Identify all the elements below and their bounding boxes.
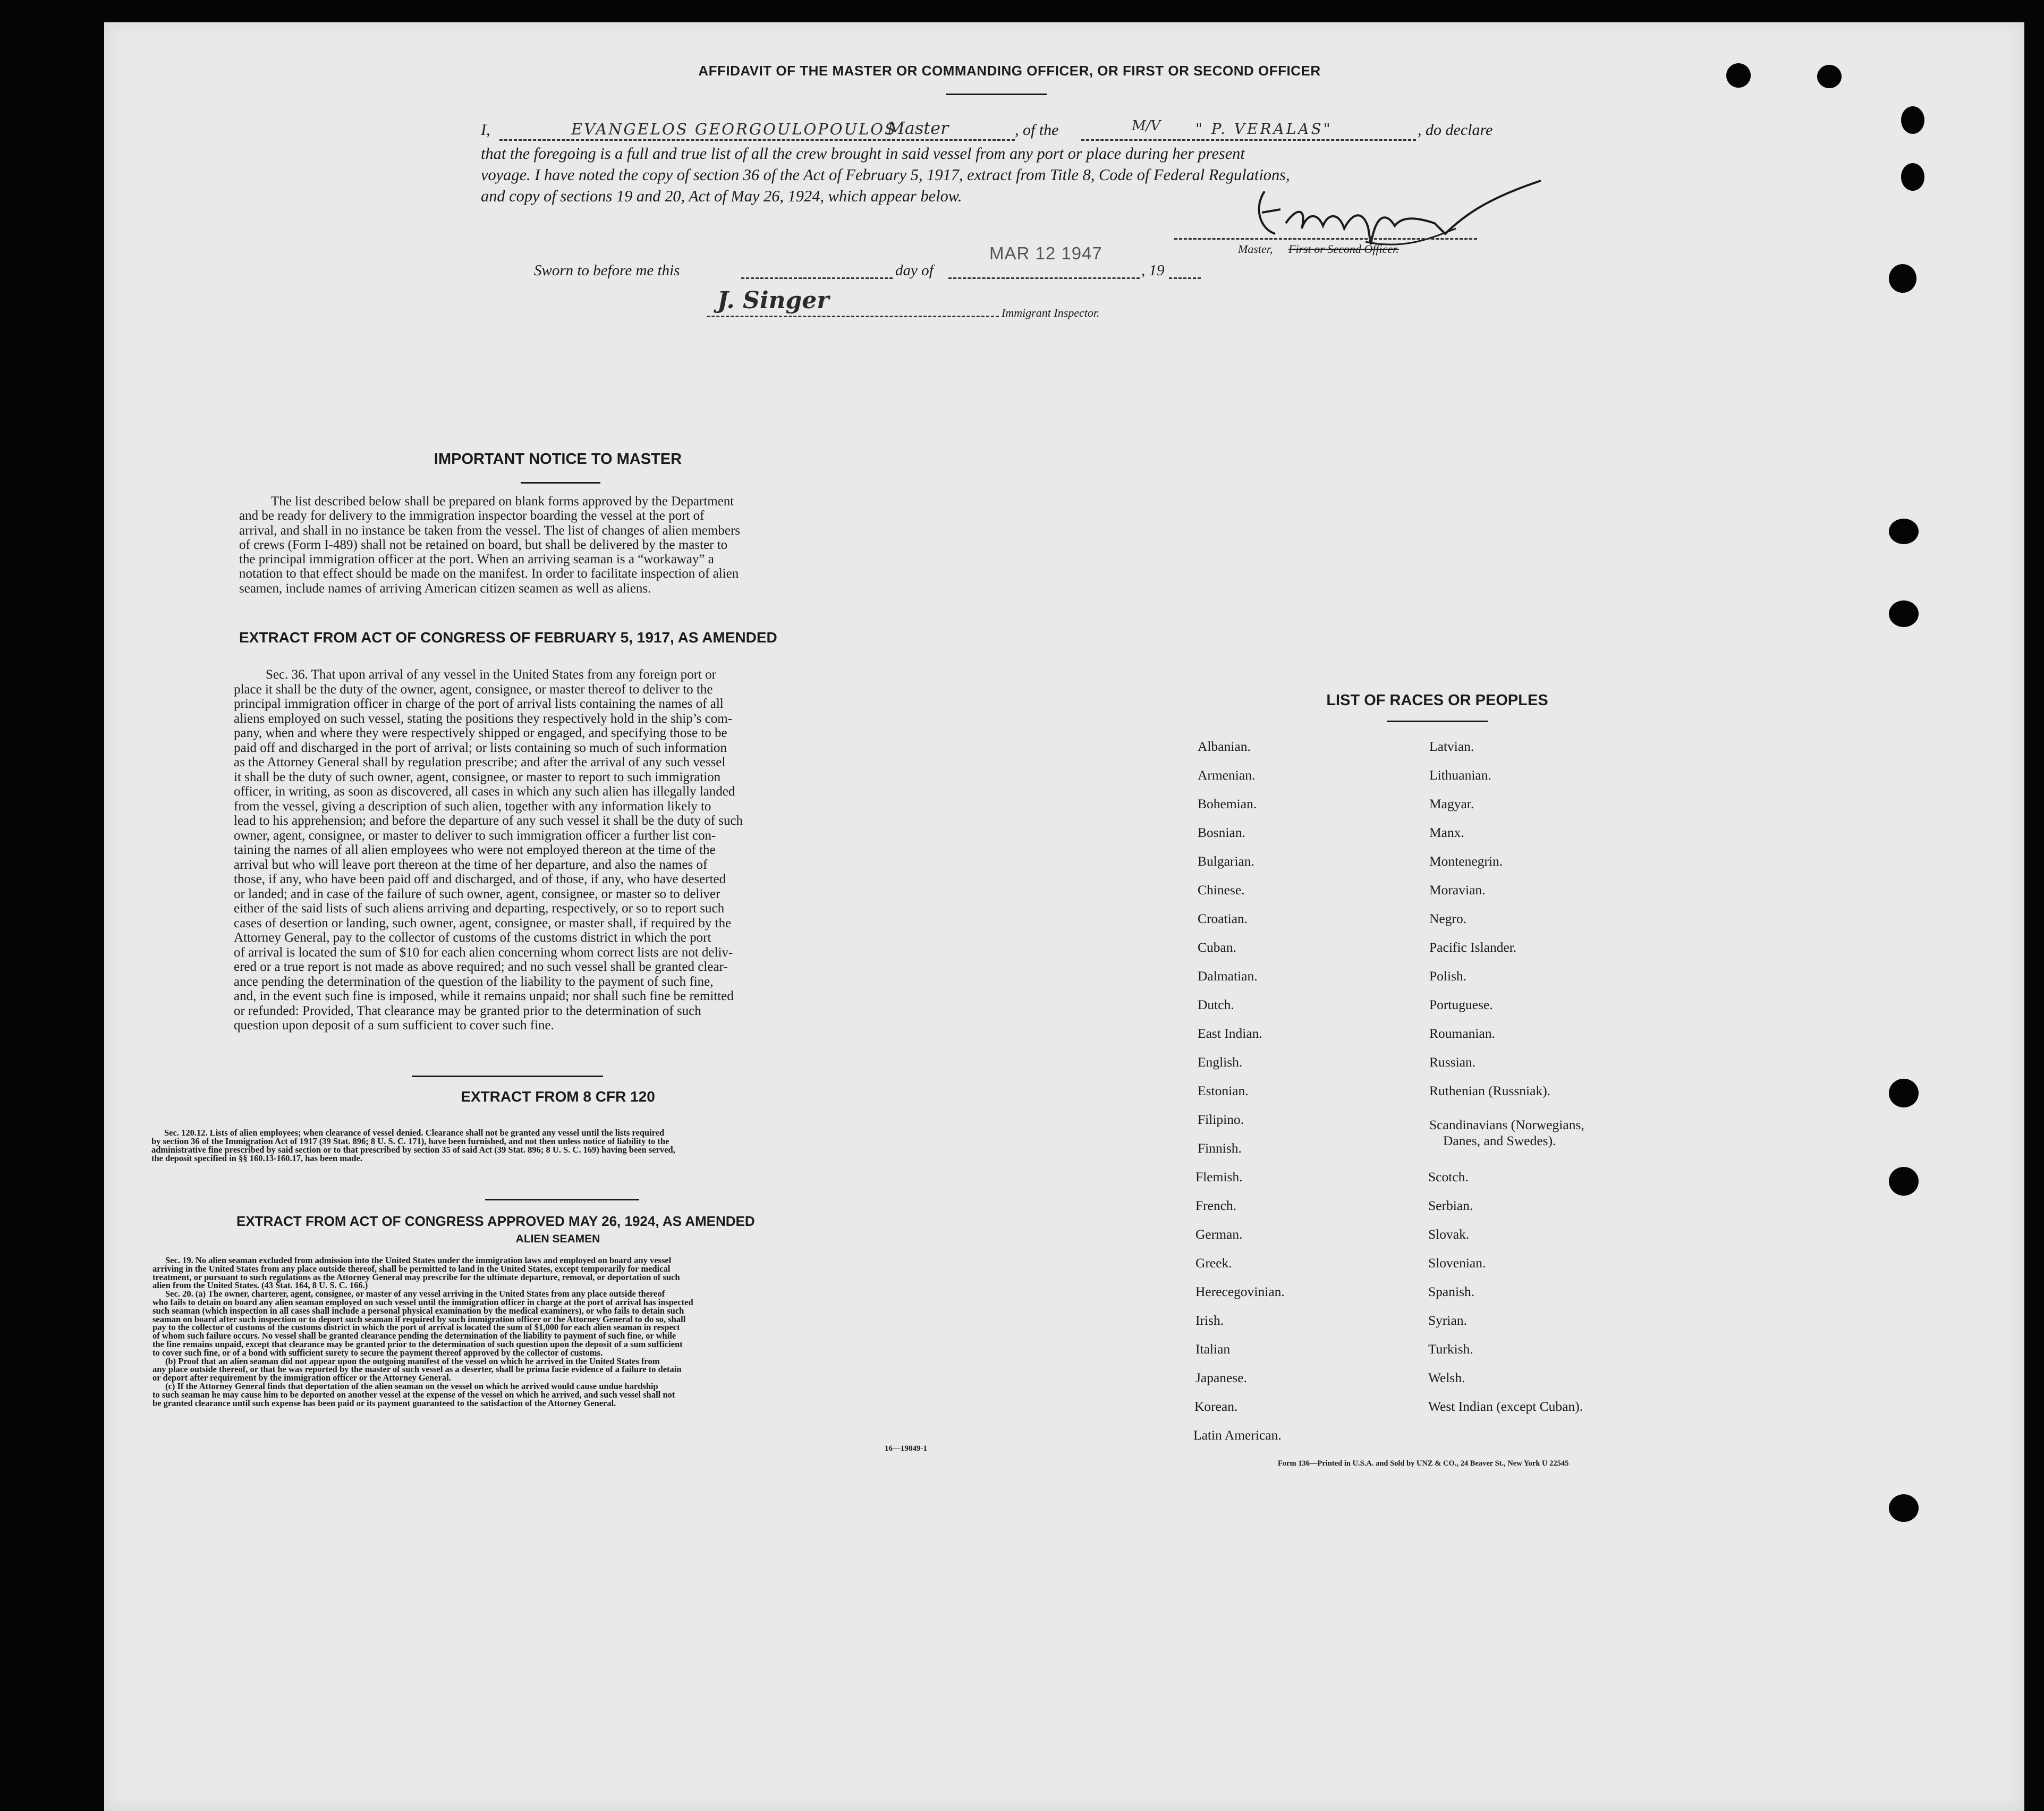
race-item: Irish. (1195, 1313, 1224, 1328)
race-item: Filipino. (1198, 1112, 1244, 1127)
extract-line: (b) Proof that an alien seaman did not appear upon the outgoing manifest of the vessel on which he arrived in the United States from (165, 1356, 660, 1366)
extract-line: pay to the collector of customs of the customs district in which the port of arrival is located the sum of $1,000 for each alien seaman in respect (152, 1322, 680, 1333)
extract-line: ered or a true report is not made as above required; and no such vessel shall be granted clear- (234, 960, 728, 974)
extract-line: or deport after requirement by the immigration officer or the Attorney General. (152, 1373, 451, 1383)
race-item: Negro. (1429, 911, 1467, 926)
extract-line: place it shall be the duty of the owner, agent, consignee, or master thereof to deliver to the (234, 682, 713, 697)
race-item: Flemish. (1195, 1169, 1243, 1184)
name-field (499, 139, 1015, 141)
affidavit-line: voyage. I have noted the copy of section 36 of the Act of February 5, 1917, extract from Title 8, Code of Federal Regulations, (481, 166, 1290, 184)
master-label: Master, (1238, 242, 1273, 256)
extract-line: owner, agent, consignee, or master to deliver to such immigration officer a further list con- (234, 828, 716, 843)
race-item: West Indian (except Cuban). (1428, 1399, 1583, 1414)
punch-hole (1889, 1079, 1919, 1107)
race-item: Pacific Islander. (1429, 940, 1517, 955)
extract-line: aliens employed on such vessel, stating the positions they respectively hold in the ship’s com- (234, 711, 733, 726)
extract-line: the fine remains unpaid, except that clearance may be granted prior to the determination of such question upon the deposit of a sum sufficient (152, 1339, 683, 1349)
cfr-line: the deposit specified in §§ 160.13-160.17, has been made. (151, 1153, 362, 1163)
extract-line: Attorney General, pay to the collector of customs of the customs district in which the port (234, 930, 711, 945)
vessel-prefix: M/V (1132, 118, 1161, 134)
affidavit-line: that the foregoing is a full and true list of all the crew brought in said vessel from any port or place during her present (481, 145, 1245, 163)
extract-line: Sec. 36. That upon arrival of any vessel in the United States from any foreign port or (266, 667, 716, 682)
extract-line: principal immigration officer in charge of the port of arrival lists containing the names of all (234, 697, 724, 711)
race-item: Magyar. (1429, 796, 1474, 811)
extract-line: and, in the event such fine is imposed, while it remains unpaid; nor shall such fine be remitted (234, 989, 734, 1003)
extract-line: either of the said lists of such aliens arriving and departing, respectively, or so to report such (234, 901, 725, 916)
inspector-signature: J. Singer (717, 287, 829, 314)
race-item: Herecegovinian. (1195, 1284, 1285, 1299)
race-item: Latvian. (1429, 739, 1474, 754)
notice-line: notation to that effect should be made on the manifest. In order to facilitate inspection of alien (239, 566, 739, 581)
punch-hole (1901, 106, 1924, 134)
day-field (741, 277, 893, 279)
extract-line: Sec. 20. (a) The owner, charterer, agent, consignee, or master of any vessel arriving in the United States from any place outside thereof (165, 1289, 665, 1299)
extract-line: to cover such fine, or of a bond with sufficient surety to secure the payment thereof approved by the collector of customs. (152, 1347, 603, 1358)
extract-line: ance pending the determination of the question of the liability to the payment of such fine, (234, 974, 714, 989)
race-item: Spanish. (1428, 1284, 1475, 1299)
race-item: Scandinavians (Norwegians, (1429, 1117, 1584, 1132)
extract-line: treatment, or pursuant to such regulations as the Attorney General may prescribe for the ultimate departure, removal, or deportation of such (152, 1272, 680, 1282)
extract-line: as the Attorney General shall by regulation prescribe; and after the arrival of any such vessel (234, 755, 726, 769)
affidavit-line: and copy of sections 19 and 20, Act of May 26, 1924, which appear below. (481, 187, 962, 205)
race-item: Serbian. (1428, 1198, 1473, 1213)
extract-line: seaman on board after such inspection or to deport such seaman if required by such immigration officer or the Attorney General to do so, shall (152, 1314, 686, 1324)
year-label: , 19 (1141, 262, 1165, 279)
extract-1917-body (234, 667, 856, 1033)
notice-line: arrival, and shall in no instance be taken from the vessel. The list of changes of alien members (239, 523, 740, 538)
extract-line: pany, when and where they were respectively shipped or engaged, and specifying those to be (234, 726, 727, 740)
divider (946, 94, 1047, 95)
punch-hole (1889, 519, 1919, 544)
punch-hole (1901, 163, 1924, 191)
sworn-label: Sworn to before me this (534, 262, 680, 279)
punch-hole (1889, 1494, 1919, 1522)
divider (521, 482, 600, 484)
notice-line: seamen, include names of arriving American citizen seamen as well as aliens. (239, 581, 651, 596)
race-item: Bosnian. (1198, 825, 1245, 840)
punch-hole (1889, 1167, 1919, 1196)
punch-hole (1726, 63, 1751, 88)
extract-line: (c) If the Attorney General finds that deportation of the alien seaman on the vessel on which he arrived would cause undue hardship (165, 1381, 658, 1391)
race-item: Chinese. (1198, 882, 1245, 898)
extract-line: any place outside thereof, or that he was reported by the master of such vessel as a deserter, shall be prima facie evidence of a failure to detain (152, 1364, 682, 1375)
master-signature-line (1174, 238, 1477, 240)
notice-line: of crews (Form I-489) shall not be retained on board, but shall be delivered by the master to (239, 537, 728, 552)
race-item: Slovak. (1428, 1226, 1470, 1242)
master-name: EVANGELOS GEORGOULOPOULOS (571, 120, 897, 138)
race-item: Lithuanian. (1429, 767, 1491, 783)
extract-line: taining the names of all alien employees who were not employed thereon at the time of the (234, 843, 716, 857)
extract-line: those, if any, who have been paid off and discharged, and of those, if any, who have deserted (234, 872, 726, 886)
extract-line: officer, in writing, as soon as discovered, all cases in which any such alien has illegally landed (234, 784, 735, 799)
notice-line: and be ready for delivery to the immigration inspector boarding the vessel at the port of (239, 509, 705, 523)
race-item: Montenegrin. (1429, 853, 1503, 869)
form-number: 16—19849-1 (885, 1444, 927, 1453)
race-item: Roumanian. (1429, 1026, 1495, 1041)
race-item: English. (1198, 1054, 1243, 1070)
inspector-signature-line (707, 316, 999, 317)
race-item: Scotch. (1428, 1169, 1469, 1184)
extract-1924-title: EXTRACT FROM ACT OF CONGRESS APPROVED MAY 26, 1924, AS AMENDED (236, 1213, 755, 1229)
date-field (948, 277, 1140, 279)
race-item: Japanese. (1195, 1370, 1247, 1385)
extract-line: to such seaman he may cause him to be deported on another vessel at the expense of the vessel on which he arrived, and such vessel shall not (152, 1389, 675, 1400)
affidavit-line-pre: I, (481, 121, 490, 139)
year-field (1169, 277, 1201, 279)
vessel-field (1081, 139, 1416, 141)
divider (412, 1076, 603, 1077)
extract-1917-title: EXTRACT FROM ACT OF CONGRESS OF FEBRUARY 5, 1917, AS AMENDED (239, 629, 777, 646)
race-item: Armenian. (1198, 767, 1256, 783)
punch-hole (1817, 65, 1842, 88)
master-rank: Master (887, 118, 949, 138)
extract-line: arriving in the United States from any place outside thereof, shall be permitted to land in the United States, except temporarily for medical (152, 1263, 671, 1274)
race-item: Welsh. (1428, 1370, 1465, 1385)
vessel-name: " P. VERALAS" (1195, 120, 1333, 138)
day-of-label: day of (895, 262, 934, 279)
race-item: Italian (1195, 1341, 1231, 1357)
race-item: Moravian. (1429, 882, 1486, 898)
notice-title: IMPORTANT NOTICE TO MASTER (434, 451, 682, 468)
race-item: Albanian. (1198, 739, 1251, 754)
affidavit-line-mid: , of the (1015, 121, 1059, 139)
extract-line: question upon deposit of a sum sufficient to cover such fine. (234, 1018, 554, 1033)
race-item: Polish. (1429, 968, 1467, 984)
extract-line: paid off and discharged in the port of arrival; or lists containing so much of such information (234, 740, 727, 755)
extract-1924-subtitle: ALIEN SEAMEN (515, 1233, 600, 1245)
inspector-label: Immigrant Inspector. (1002, 306, 1100, 319)
date-stamp: MAR 12 1947 (989, 243, 1102, 263)
race-item: Bohemian. (1198, 796, 1257, 811)
extract-line: of whom such failure occurs. No vessel shall be granted clearance pending the determination of the liability to payment of such fine, or while (152, 1331, 676, 1341)
extract-line: such seaman (which inspection in all cases shall include a personal physical examination by the medical examiners), or who fails to detain such (152, 1305, 684, 1316)
extract-line: Sec. 19. No alien seaman excluded from admission into the United States under the immigration laws and employed on board any vessel (165, 1255, 672, 1265)
extract-line: be granted clearance until such expense has been paid or its payment guaranteed to the satisfaction of the Attorney General. (152, 1398, 616, 1408)
races-title: LIST OF RACES OR PEOPLES (1326, 692, 1548, 709)
notice-line: The list described below shall be prepared on blank forms approved by the Department (271, 494, 734, 509)
race-item: Cuban. (1198, 940, 1236, 955)
race-item: Russian. (1429, 1054, 1476, 1070)
cfr-line: administrative fine prescribed by said section or to that prescribed by section 35 of said Act (39 Stat. 896; 8 U. S. C. 169) having been served, (151, 1144, 675, 1155)
punch-hole (1889, 600, 1919, 627)
race-item: Danes, and Swedes). (1443, 1133, 1556, 1148)
extract-line: or refunded: Provided, That clearance may be granted prior to the determination of such (234, 1003, 701, 1018)
extract-line: arrival but who will leave port thereon at the time of her departure, and also the names of (234, 857, 708, 872)
race-item: Dalmatian. (1198, 968, 1258, 984)
extract-line: from the vessel, giving a description of such alien, together with any information likely to (234, 799, 711, 814)
race-item: Turkish. (1428, 1341, 1473, 1357)
race-item: Ruthenian (Russniak). (1429, 1083, 1551, 1098)
divider (1387, 721, 1488, 722)
notice-line: the principal immigration officer at the port. When an arriving seaman is a “workaway” a (239, 552, 714, 567)
race-item: French. (1195, 1198, 1237, 1213)
race-item: Korean. (1194, 1399, 1238, 1414)
extract-line: alien from the United States. (43 Stat. 164, 8 U. S. C. 166.) (152, 1280, 368, 1291)
cfr-line: by section 36 of the Immigration Act of 1917 (39 Stat. 896; 8 U. S. C. 171), have been furnished, and not then unless notice of liability to the (151, 1136, 669, 1146)
affidavit-line-post: , do declare (1418, 121, 1493, 139)
extract-line: or landed; and in case of the failure of such owner, agent, consignee, or master so to deliver (234, 886, 720, 901)
race-item: Latin American. (1193, 1427, 1282, 1443)
cfr-title: EXTRACT FROM 8 CFR 120 (461, 1088, 655, 1105)
extract-line: cases of desertion or landing, such owner, agent, consignee, or master shall, if required by the (234, 916, 732, 930)
cfr-line: Sec. 120.12. Lists of alien employees; when clearance of vessel denied. Clearance shall not be granted any vessel until the lists required (164, 1128, 665, 1138)
race-item: Croatian. (1198, 911, 1248, 926)
race-item: East Indian. (1198, 1026, 1262, 1041)
officer-label-struck: First or Second Officer. (1288, 242, 1399, 256)
affidavit-title: AFFIDAVIT OF THE MASTER OR COMMANDING OFFICER, OR FIRST OR SECOND OFFICER (698, 63, 1321, 79)
printer-note: Form 136—Printed in U.S.A. and Sold by UNZ & CO., 24 Beaver St., New York U 22545 (1278, 1459, 1569, 1468)
cfr-body (151, 1129, 940, 1163)
race-item: Bulgarian. (1198, 853, 1254, 869)
race-item: Finnish. (1198, 1140, 1242, 1156)
extract-line: it shall be the duty of such owner, agent, consignee, or master to report to such immigration (234, 769, 721, 784)
race-item: Dutch. (1198, 997, 1234, 1012)
divider (485, 1199, 639, 1200)
race-item: Slovenian. (1428, 1255, 1486, 1271)
race-item: Estonian. (1198, 1083, 1249, 1098)
extract-line: who fails to detain on board any alien seaman employed on such vessel until the immigration officer in charge at the port of arrival has inspected (152, 1297, 693, 1307)
punch-hole (1889, 264, 1916, 293)
race-item: Syrian. (1428, 1313, 1467, 1328)
extract-line: of arrival is located the sum of $10 for each alien concerning whom correct lists are not deliv- (234, 945, 733, 960)
race-item: Greek. (1195, 1255, 1232, 1271)
race-item: Portuguese. (1429, 997, 1493, 1012)
notice-body (239, 494, 858, 596)
extract-1924-body (152, 1256, 939, 1407)
extract-line: lead to his apprehension; and before the departure of any such vessel it shall be the duty of such (234, 814, 743, 828)
race-item: German. (1195, 1226, 1243, 1242)
race-item: Manx. (1429, 825, 1464, 840)
